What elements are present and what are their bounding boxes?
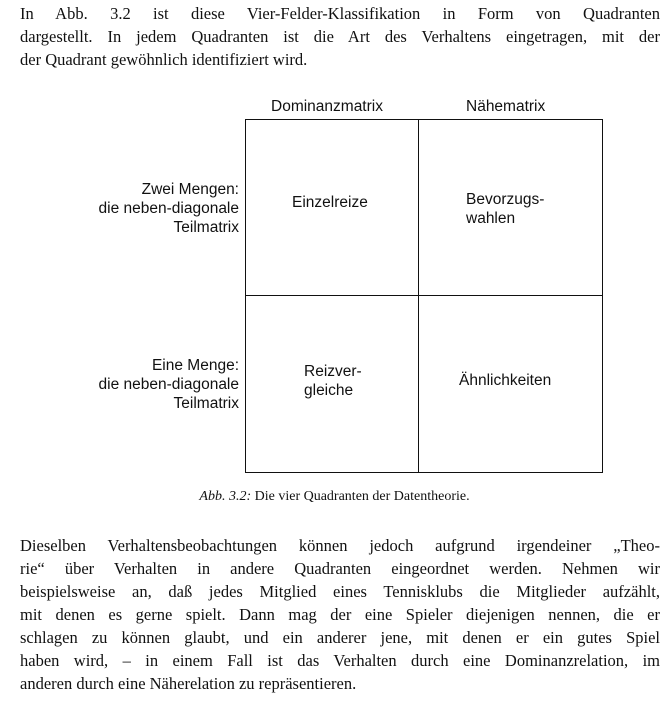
text-line: der Quadrant gewöhnlich identifiziert wird. [20,50,308,69]
text-line: beispielsweise an, daß jedes Mitglied eines Tennisklubs die Mitglieder aufzählt, [20,582,660,601]
row-label-line: Teilmatrix [173,219,239,236]
row-label-line: Teilmatrix [173,395,239,412]
text-line: In Abb. 3.2 ist diese Vier-Felder-Klassifikation in Form von Quadranten [20,4,660,23]
text-line: Dieselben Verhaltensbeobachtungen können jedoch aufgrund irgendeiner „Theo- [20,536,660,555]
text-line: anderen durch eine Näherelation zu repräsentieren. [20,674,357,693]
quadrant-cell-stimulus-comparisons [304,362,362,400]
cell-line: Ähnlichkeiten [459,372,552,389]
row-label-one-set [99,356,239,413]
cell-line: Einzelreize [292,194,368,211]
caption-label: Abb. 3.2: [199,489,252,504]
text-line: dargestellt. In jedem Quadranten ist die Art des Verhaltens eingetragen, mit der [20,27,660,46]
body-paragraph [20,534,660,695]
caption-text: Die vier Quadranten der Datentheorie. [251,489,470,504]
column-header-proximity: Nähematrix [466,98,546,115]
figure-caption [0,488,669,506]
row-label-two-sets [99,180,239,237]
text-line: mit denen es gerne spielt. Dann mag der eine Spieler diejenigen nennen, die er [20,605,660,624]
grid-vertical-divider [418,120,419,472]
quadrant-cell-preference-choices [466,190,544,228]
quadrant-cell-similarities [459,371,551,390]
quadrant-cell-single-stimuli [292,193,368,212]
grid-horizontal-divider [246,295,602,296]
row-label-line: die neben-diagonale [98,200,239,217]
text-line: schlagen zu können glaubt, und ein anderer jene, mit denen er ein gutes Spiel [20,628,660,647]
intro-paragraph [20,2,660,71]
cell-line: Reizver- [304,363,362,380]
row-label-line: die neben-diagonale [98,376,239,393]
cell-line: Bevorzugs- [466,191,545,208]
column-header-dominance: Dominanzmatrix [271,98,383,115]
row-label-line: Zwei Mengen: [141,181,239,198]
text-line: haben wird, – in einem Fall ist das Verhalten durch eine Dominanzrelation, im [20,651,660,670]
quadrant-grid [245,119,603,473]
cell-line: wahlen [466,210,516,227]
text-line: rie“ über Verhalten in andere Quadranten eingeordnet werden. Nehmen wir [20,559,660,578]
cell-line: gleiche [304,382,354,399]
row-label-line: Eine Menge: [151,357,239,374]
